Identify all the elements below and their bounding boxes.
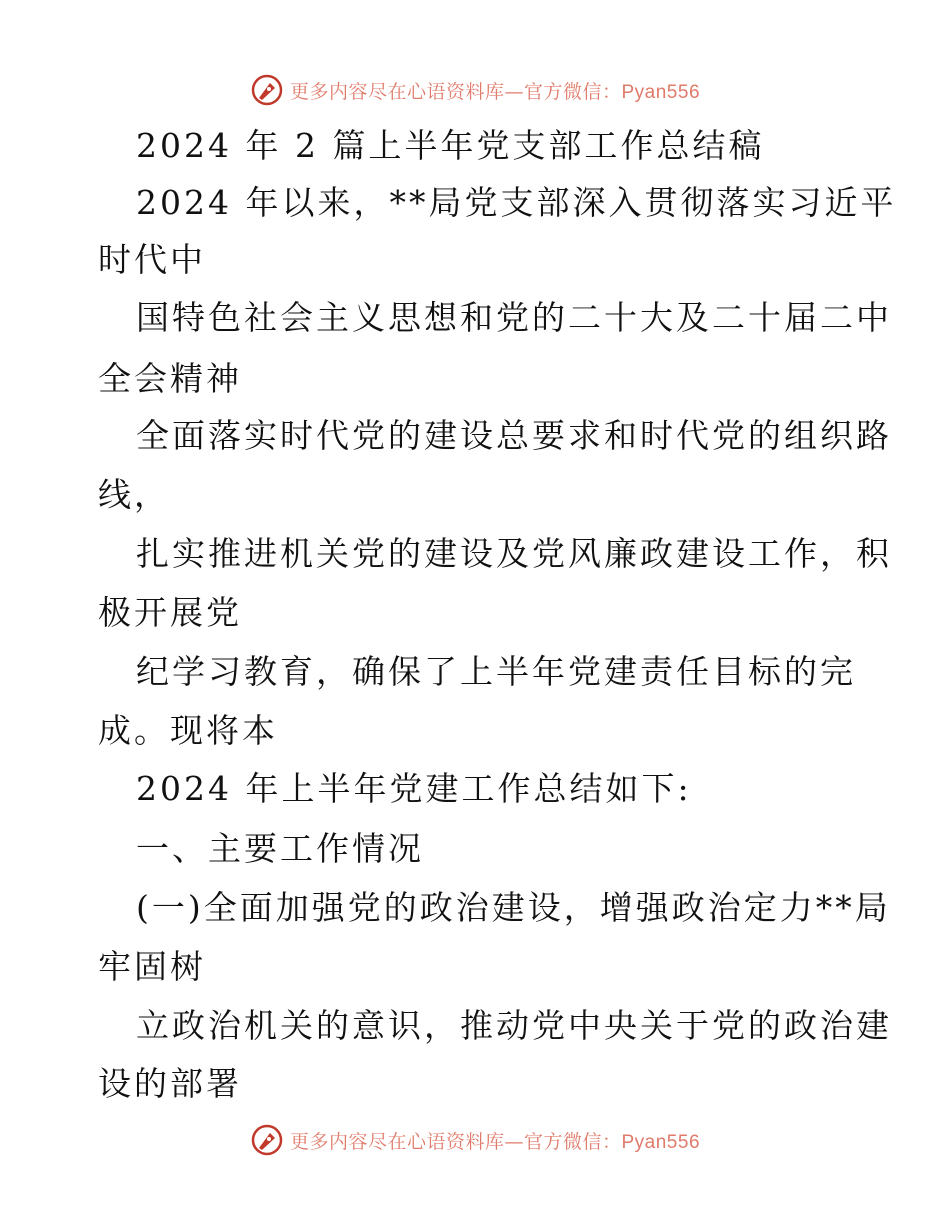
watermark-label: 更多内容尽在心语资料库—官方微信： — [289, 1130, 622, 1153]
watermark-handle: Pyan556 — [621, 81, 701, 103]
watermark-banner-top — [0, 70, 950, 110]
paragraph-line: 国特色社会主义思想和党的二十大及二十届二中 — [136, 298, 892, 337]
paragraph-line: 扎实推进机关党的建设及党风廉政建设工作，积 — [136, 534, 892, 573]
paragraph-line: 2024 年上半年党建工作总结如下: — [136, 769, 692, 808]
subsection-heading: (一)全面加强党的政治建设，增强政治定力**局 — [136, 888, 891, 927]
paragraph-line: 线， — [98, 475, 170, 514]
paragraph-line: 全面落实时代党的建设总要求和时代党的组织路 — [136, 416, 892, 455]
watermark-banner-bottom — [0, 1120, 950, 1160]
section-heading: 一、主要工作情况 — [136, 829, 424, 868]
pen-nib-circle-icon — [250, 73, 284, 107]
paragraph-line: 纪学习教育，确保了上半年党建责任目标的完 — [136, 652, 856, 691]
paragraph-line: 设的部署 — [98, 1064, 242, 1103]
paragraph-line: 2024 年以来，**局党支部深入贯彻落实习近平 — [136, 183, 897, 222]
paragraph-line: 极开展党 — [98, 593, 242, 632]
watermark-handle: Pyan556 — [621, 1131, 701, 1153]
watermark-text — [290, 77, 700, 104]
document-title: 2024 年 2 篇上半年党支部工作总结稿 — [136, 126, 765, 165]
watermark-text — [290, 1127, 700, 1154]
paragraph-line: 立政治机关的意识，推动党中央关于党的政治建 — [136, 1006, 892, 1045]
paragraph-line: 时代中 — [98, 240, 206, 279]
pen-nib-circle-icon — [250, 1123, 284, 1157]
watermark-label: 更多内容尽在心语资料库—官方微信： — [289, 80, 622, 103]
paragraph-line: 全会精神 — [98, 359, 242, 398]
paragraph-line: 牢固树 — [98, 947, 206, 986]
paragraph-line: 成。现将本 — [98, 711, 278, 750]
